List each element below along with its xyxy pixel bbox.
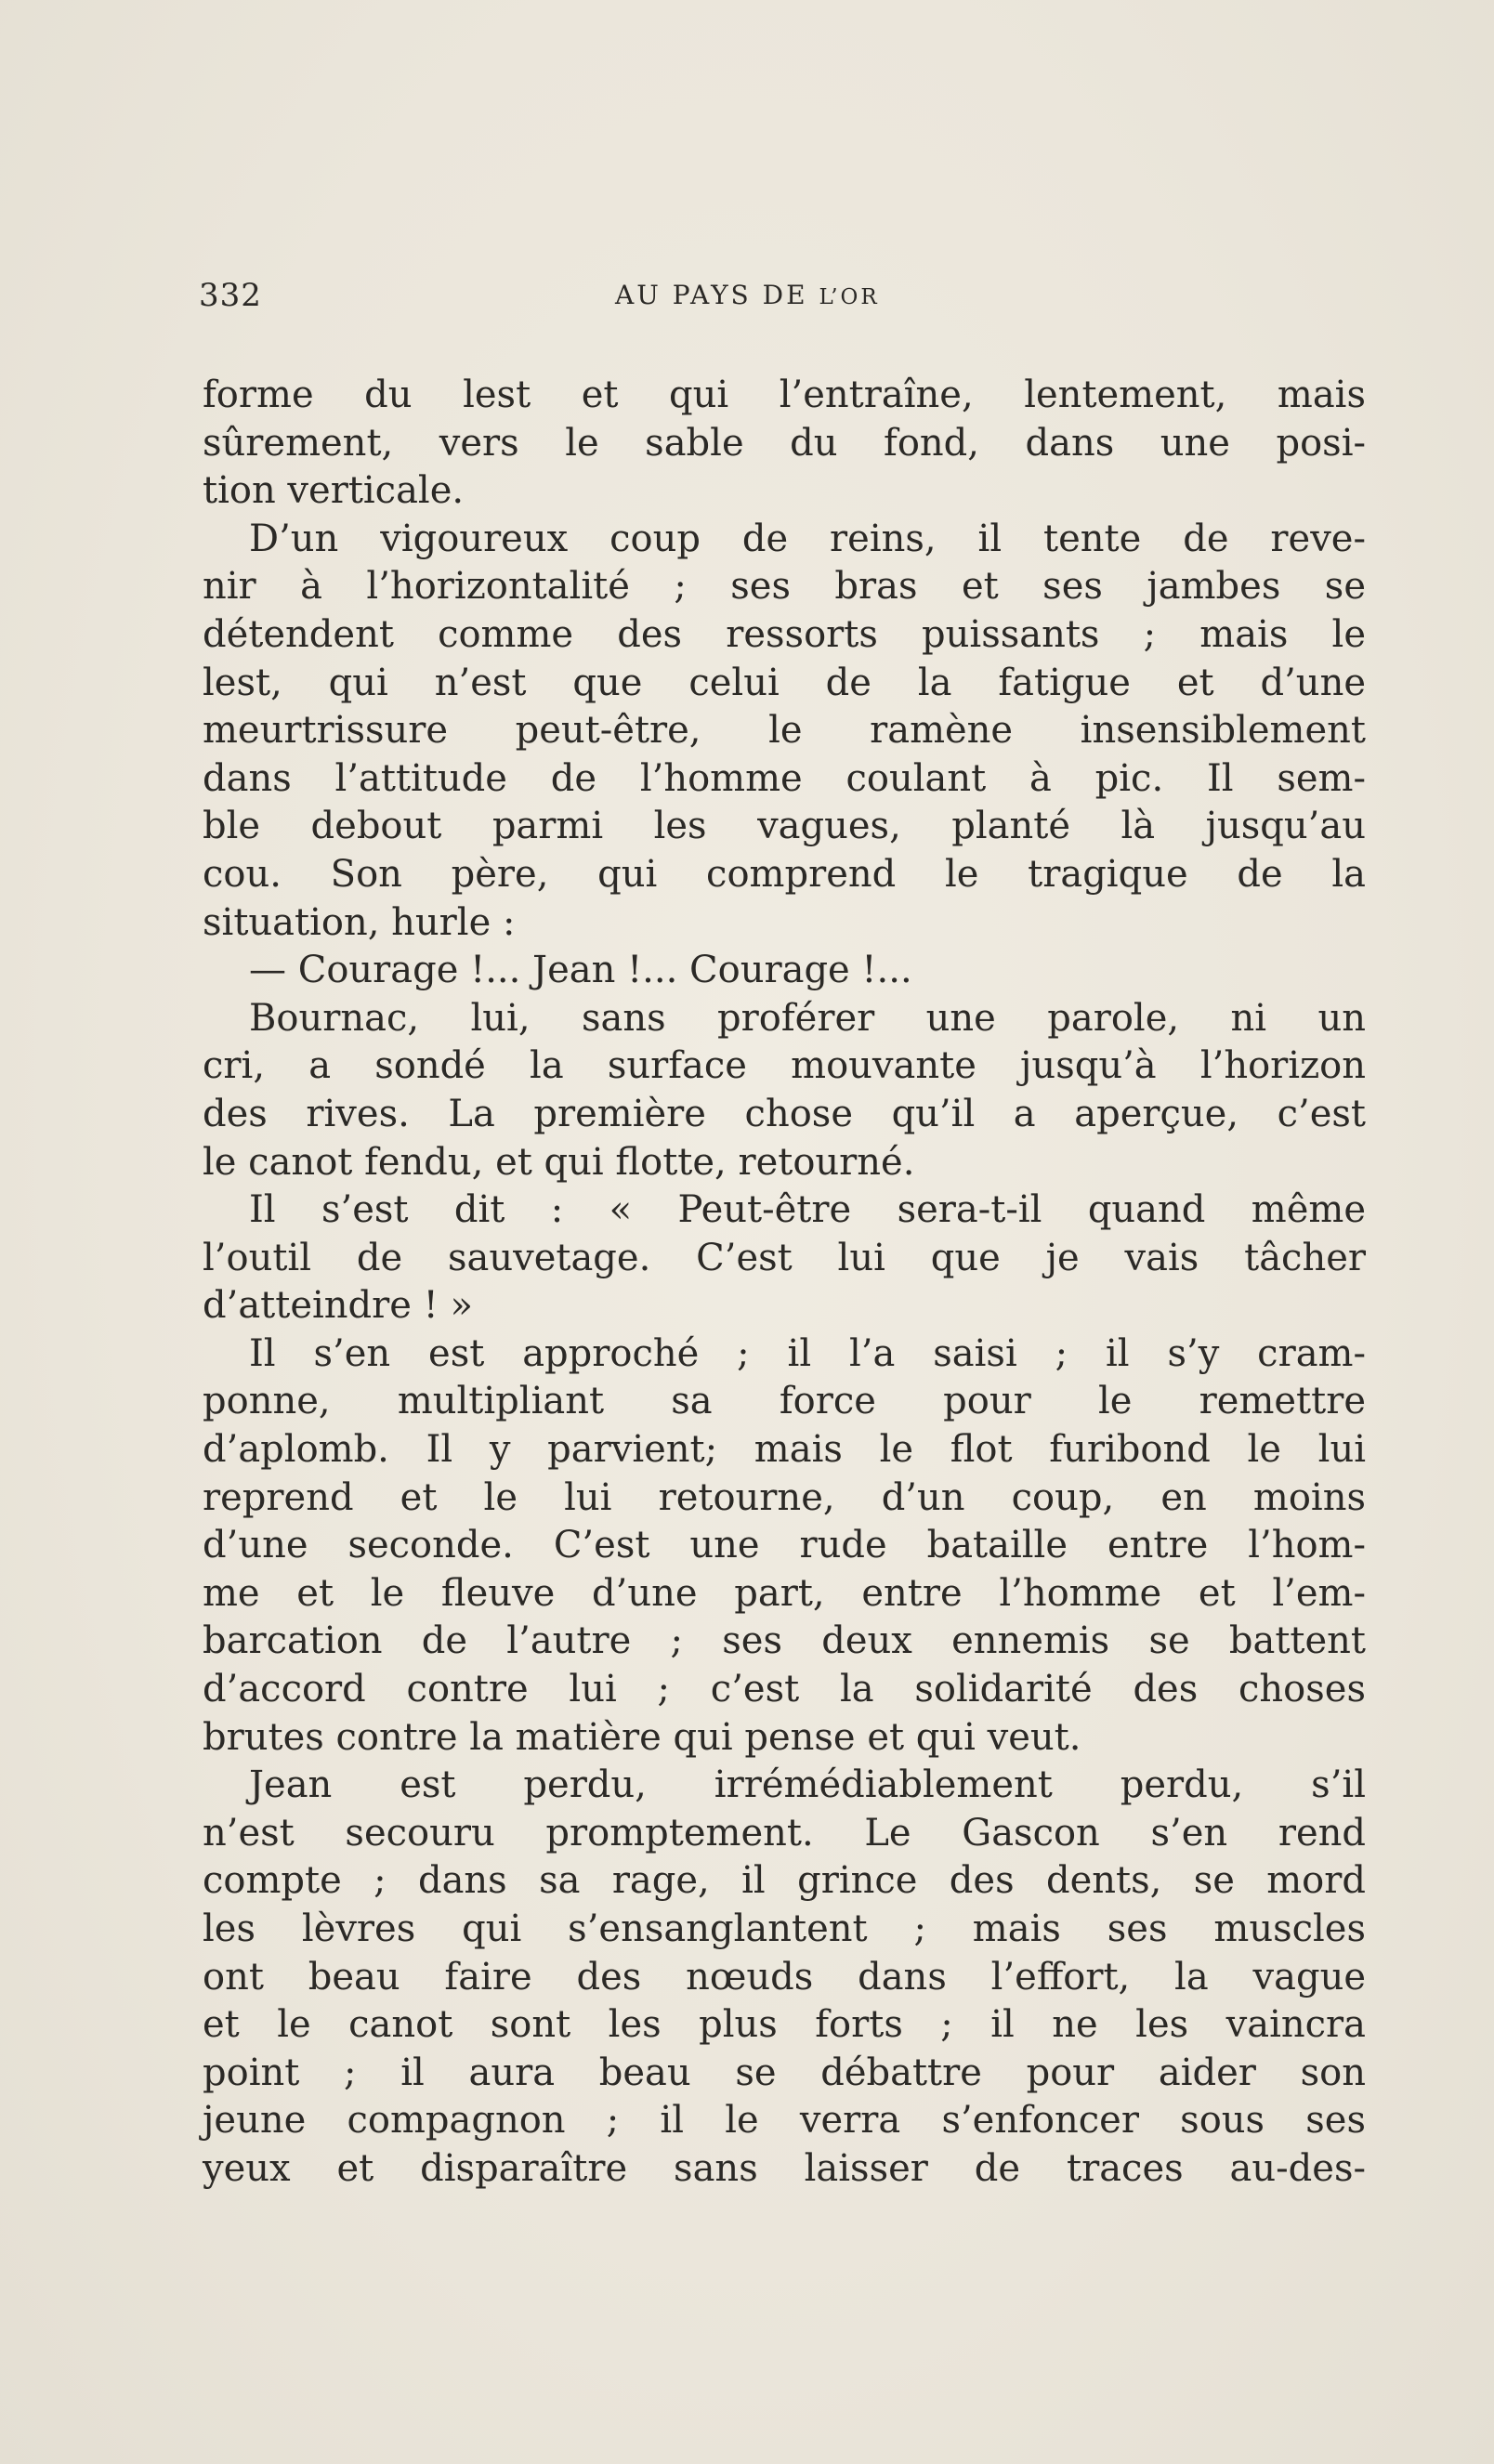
text-line: détendent comme des ressorts puissants ; mais le [203,612,1366,656]
text-line: les lèvres qui s’ensanglantent ; mais ses muscles [203,1907,1366,1950]
running-title [615,279,880,314]
text-line: point ; il aura beau se débattre pour aider son [203,2051,1366,2094]
text-line: l’outil de sauvetage. C’est lui que je vais tâcher [203,1236,1366,1279]
text-line: ponne, multipliant sa force pour le remettre [203,1380,1366,1423]
text-line: barcation de l’autre ; ses deux ennemis se battent [203,1619,1366,1663]
text-line: d’atteindre ! » [203,1284,473,1328]
text-line: Bournac, lui, sans proférer une parole, ni un [249,996,1366,1040]
text-line: meurtrissure peut-être, le ramène insensiblement [203,709,1366,753]
text-line: forme du lest et qui l’entraîne, lentement, mais [203,374,1366,416]
text-line: d’une seconde. C’est une rude bataille entre l’hom- [203,1524,1366,1567]
page-header [199,277,1368,314]
text-line: d’aplomb. Il y parvient; mais le flot furibond le lui [203,1428,1366,1472]
running-title-main: AU PAYS DE [615,280,808,310]
text-line: reprend et le lui retourne, d’un coup, en moins [203,1475,1366,1519]
text-line: D’un vigoureux coup de reins, il tente de reve- [249,517,1366,560]
text-line: — Courage !... Jean !... Courage !... [249,949,912,992]
page-number: 332 [199,277,262,314]
running-title-small-caps: L’OR [819,285,880,309]
text-line: situation, hurle : [203,900,516,944]
text-line: Jean est perdu, irrémédiablement perdu, s’il [249,1763,1366,1807]
text-line: nir à l’horizontalité ; ses bras et ses jambes se [203,565,1366,609]
text-line: cou. Son père, qui comprend le tragique de la [203,852,1366,896]
text-line: me et le fleuve d’une part, entre l’homme et l’em- [203,1571,1366,1615]
text-line: Il s’est dit : « Peut-être sera-t-il quand même [249,1188,1366,1232]
body-text [203,372,1366,2194]
text-line: des rives. La première chose qu’il a aperçue, c’est [203,1092,1366,1135]
text-line: jeune compagnon ; il le verra s’enfoncer sous ses [203,2099,1366,2143]
text-line: compte ; dans sa rage, il grince des dents, se mord [203,1859,1366,1903]
text-line: ble debout parmi les vagues, planté là jusqu’au [203,805,1366,848]
text-line: tion verticale. [203,469,465,513]
text-line: sûrement, vers le sable du fond, dans une posi- [203,421,1366,465]
text-line: dans l’attitude de l’homme coulant à pic. Il sem- [203,756,1366,800]
text-line: cri, a sondé la surface mouvante jusqu’à l’horizon [203,1044,1366,1088]
text-line: brutes contre la matière qui pense et qui veut. [203,1715,1081,1759]
text-line: et le canot sont les plus forts ; il ne les vaincra [203,2003,1366,2047]
text-line: le canot fendu, et qui flotte, retourné. [203,1140,915,1184]
text-line: yeux et disparaître sans laisser de traces au-des- [203,2146,1366,2190]
text-line: lest, qui n’est que celui de la fatigue et d’une [203,661,1366,704]
text-line: n’est secouru promptement. Le Gascon s’en rend [203,1811,1366,1855]
text-line: d’accord contre lui ; c’est la solidarité des choses [203,1668,1366,1711]
text-line: Il s’en est approché ; il l’a saisi ; il s’y cram- [249,1331,1366,1375]
text-line: ont beau faire des nœuds dans l’effort, la vague [203,1955,1366,1999]
